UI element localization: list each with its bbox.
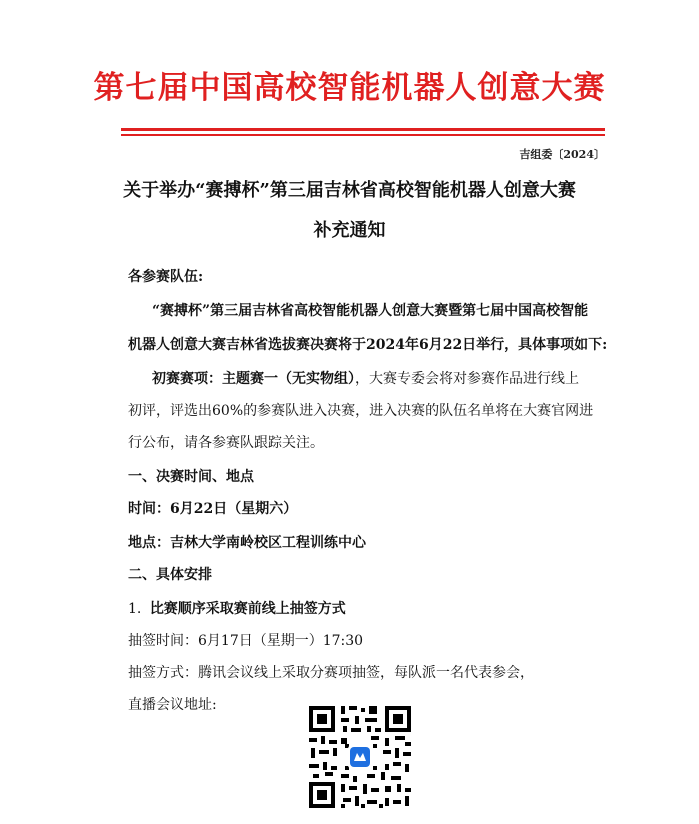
meeting-address-label: 直播会议地址: bbox=[128, 697, 217, 713]
org-title: 第七届中国高校智能机器人创意大赛 bbox=[93, 70, 606, 106]
salutation: 各参赛队伍: bbox=[128, 269, 204, 285]
meeting-qr-code[interactable] bbox=[305, 702, 415, 812]
notice-title-line1: 关于举办“赛搏杯”第三届吉林省高校智能机器人创意大赛 bbox=[123, 180, 576, 201]
final-time: 时间：6月22日（星期六） bbox=[128, 501, 298, 517]
red-divider-thin bbox=[121, 134, 605, 136]
item1 bbox=[128, 598, 346, 618]
draw-time: 抽签时间：6月17日（星期一）17:30 bbox=[128, 633, 364, 649]
red-divider-thick bbox=[121, 128, 605, 131]
notice-title-line2: 补充通知 bbox=[313, 220, 386, 241]
qr-code-icon bbox=[305, 702, 415, 812]
prelim-line1 bbox=[152, 368, 579, 388]
item1-title: 比赛顺序采取赛前线上抽签方式 bbox=[149, 601, 346, 617]
final-place: 地点：吉林大学南岭校区工程训练中心 bbox=[128, 535, 366, 551]
document-number: 吉组委〔2024〕 bbox=[519, 148, 605, 161]
draw-method: 抽签方式：腾讯会议线上采取分赛项抽签，每队派一名代表参会， bbox=[128, 665, 534, 681]
prelim-label: 初赛赛项：主题赛一（无实物组） bbox=[152, 371, 355, 387]
section1-heading: 一、决赛时间、地点 bbox=[128, 469, 254, 485]
qr-logo-background bbox=[350, 747, 370, 767]
prelim-text1: ，大赛专委会将对参赛作品进行线上 bbox=[355, 371, 579, 387]
prelim-line2: 初评，评选出60%的参赛队进入决赛，进入决赛的队伍名单将在大赛官网进 bbox=[128, 403, 594, 419]
prelim-line3: 行公布，请各参赛队跟踪关注。 bbox=[128, 435, 324, 451]
intro-line1: “赛搏杯”第三届吉林省高校智能机器人创意大赛暨第七届中国高校智能 bbox=[152, 303, 589, 319]
intro-line2: 机器人创意大赛吉林省选拔赛决赛将于2024年6月22日举行，具体事项如下: bbox=[128, 337, 608, 353]
section2-heading: 二、具体安排 bbox=[128, 567, 212, 583]
item1-number: 1. bbox=[128, 601, 142, 617]
